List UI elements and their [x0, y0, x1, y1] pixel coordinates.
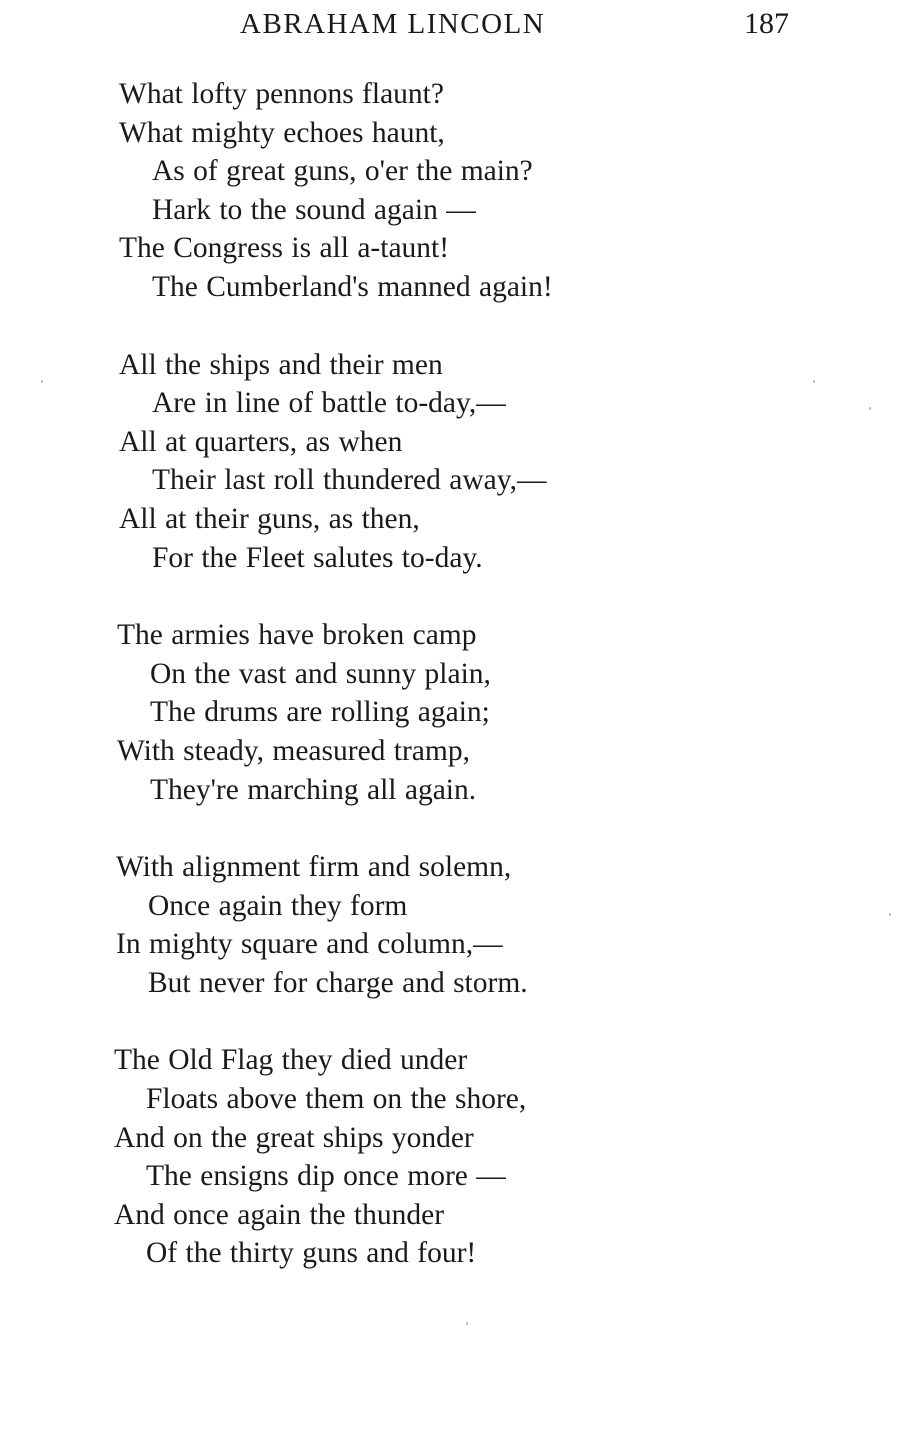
- poem-line: And on the great ships yonder: [114, 1121, 474, 1154]
- poem-line: All the ships and their men: [119, 348, 443, 381]
- poem-line: In mighty square and column,—: [116, 928, 503, 961]
- stanza: [0, 1041, 900, 1273]
- poem-line: Their last roll thundered away,—: [152, 464, 547, 497]
- poem-line: The ensigns dip once more —: [146, 1160, 506, 1193]
- stanza: [0, 75, 900, 307]
- poem-line: All at their guns, as then,: [119, 502, 420, 535]
- scan-speck: [869, 407, 871, 410]
- poem-line: Floats above them on the shore,: [146, 1083, 527, 1116]
- scan-speck: [41, 380, 43, 383]
- scan-speck: [889, 913, 891, 916]
- poem: [0, 75, 900, 1312]
- page-number: 187: [744, 7, 789, 40]
- scan-speck: [466, 1322, 468, 1325]
- poem-line: The armies have broken camp: [117, 619, 477, 652]
- poem-line: But never for charge and storm.: [148, 966, 528, 999]
- poem-line: And once again the thunder: [114, 1198, 445, 1231]
- poem-line: Once again they form: [148, 889, 408, 922]
- poem-line: For the Fleet salutes to-day.: [152, 541, 483, 574]
- poem-line: With steady, measured tramp,: [117, 734, 470, 767]
- stanza: [0, 346, 900, 578]
- stanza: [0, 616, 900, 809]
- running-head: [0, 4, 900, 44]
- poem-line: Of the thirty guns and four!: [146, 1237, 477, 1270]
- poem-line: On the vast and sunny plain,: [150, 657, 491, 690]
- scan-speck: [813, 380, 815, 383]
- poem-line: They're marching all again.: [150, 773, 477, 806]
- poem-line: The Old Flag they died under: [114, 1044, 468, 1077]
- poem-line: What lofty pennons flaunt?: [119, 78, 444, 110]
- running-title: ABRAHAM LINCOLN: [240, 8, 546, 40]
- poem-line: As of great guns, o'er the main?: [152, 155, 533, 188]
- poem-line: The Congress is all a-taunt!: [119, 232, 450, 265]
- poem-line: Are in line of battle to-day,—: [152, 387, 506, 420]
- poem-line: What mighty echoes haunt,: [119, 116, 445, 149]
- poem-line: The Cumberland's manned again!: [152, 270, 553, 303]
- poem-line: With alignment firm and solemn,: [116, 851, 512, 884]
- poem-line: The drums are rolling again;: [150, 696, 490, 729]
- poem-line: All at quarters, as when: [119, 425, 403, 458]
- poem-line: Hark to the sound again —: [152, 193, 476, 226]
- stanza: [0, 848, 900, 1002]
